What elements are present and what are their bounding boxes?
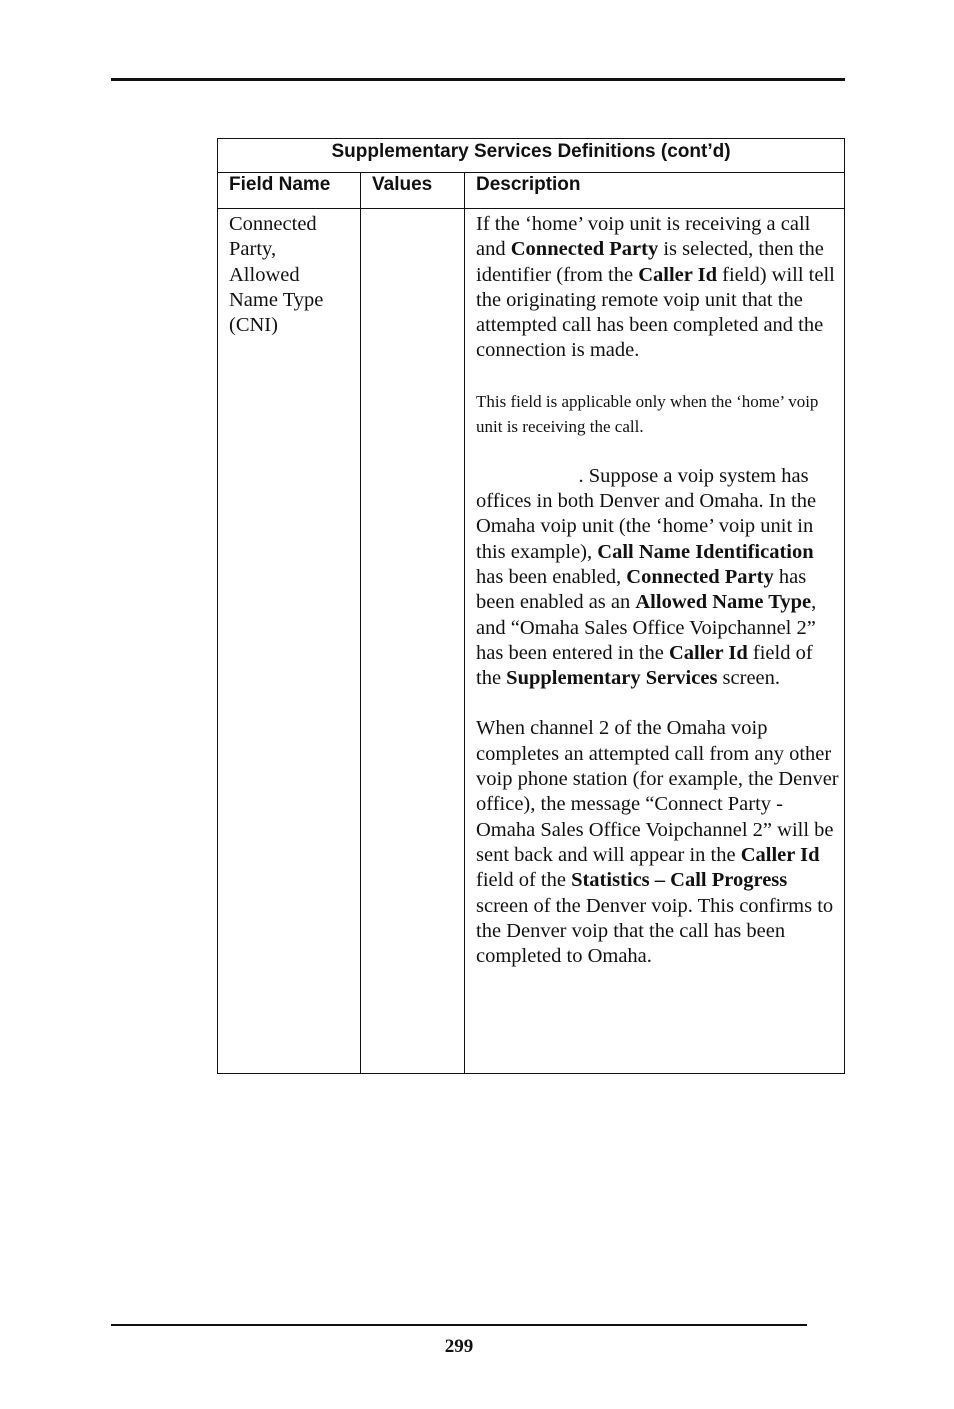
table-row [218, 209, 845, 1074]
footer-rule [111, 1324, 807, 1326]
field-name-cell [218, 209, 361, 1074]
field-name-line: Party, [229, 238, 277, 261]
field-name-line: Allowed [229, 263, 300, 286]
applicability-note: This field is applicable only when the ‘home’ voip unit is receiving the call. [476, 391, 819, 436]
page-number: 299 [444, 1336, 474, 1357]
header-values: Values [361, 173, 465, 209]
description-paragraph-1: If the ‘home’ voip unit is receiving a call and Connected Party is selected, then the identifier (from the Caller Id field) will tell the originating remote voip unit that the attempted call has been completed and the connection is made. [476, 213, 835, 362]
description-cell [465, 209, 845, 1074]
example-label-space [476, 465, 579, 487]
field-name-line: Connected [229, 213, 317, 235]
supplementary-services-table [217, 138, 845, 1074]
header-description: Description [465, 173, 845, 209]
result-paragraph: When channel 2 of the Omaha voip completes an attempted call from any other voip phone station (for example, the Denver office), the message “Connect Party - Omaha Sales Office Voipchannel 2” will be sent back and will appear in the Caller Id field of the Statistics – Call Progress screen of the Denver voip. This confirms to the Denver voip that the call has been completed to Omaha. [476, 717, 839, 968]
header-field-name: Field Name [218, 173, 361, 209]
example-paragraph: . Suppose a voip system has offices in both Denver and Omaha. In the Omaha voip unit (the ‘home’ voip unit in this example), Call Name Identification has been enabled, Connected Party has been enabled as an Allowed Name Type, and “Omaha Sales Office Voipchannel 2” has been entered in the Caller Id field of the Supplementary Services screen. [476, 464, 817, 690]
field-name-line: (CNI) [229, 314, 278, 337]
values-cell [361, 209, 465, 1074]
field-name-line: Name Type [229, 288, 324, 311]
table-caption: Supplementary Services Definitions (cont’d) [218, 139, 845, 173]
header-rule [111, 78, 845, 81]
